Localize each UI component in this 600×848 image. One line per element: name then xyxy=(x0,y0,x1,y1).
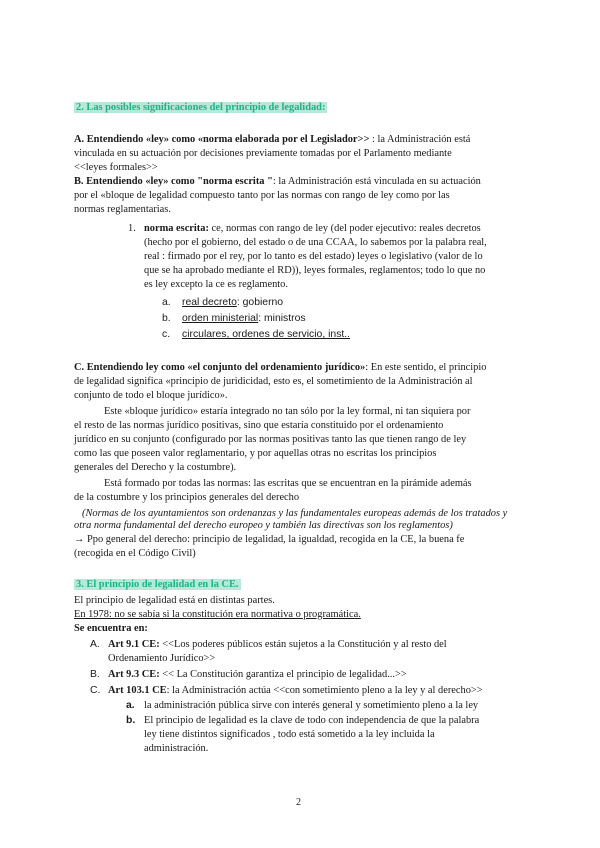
paragraph-line: de la costumbre y los principios generales del derecho xyxy=(74,492,300,503)
section-2-heading: 2. Las posibles significaciones del principio de legalidad: xyxy=(76,102,326,113)
sub-item: El principio de legalidad es la clave de todo con independencia de que la palabra xyxy=(144,715,480,726)
paragraph-line: Está formado por todas las normas: las escritas que se encuentran en la pirámide además xyxy=(104,478,472,489)
list-marker: 1. xyxy=(128,223,136,234)
sub-marker: c. xyxy=(162,329,171,340)
list-item-line: que se ha aprobado mediante el RD)), leyes formales, reglamentos; todo lo que no xyxy=(144,265,486,276)
section-3-line: En 1978: no se sabía si la constitución era normativa o programática. xyxy=(74,609,361,620)
sub-item: la administración pública sirve con interés general y sometimiento pleno a la ley xyxy=(144,700,479,711)
point-b: B. Entendiendo «ley» como "norma escrita ": la Administración está vinculada en su actuación xyxy=(74,176,481,187)
paragraph-line: jurídico en su conjunto (configurado por las normas positivas tanto las que tienen rango de ley xyxy=(74,434,467,445)
point-c-line: de legalidad significa «principio de juridicidad, esto es, el sometimiento de la Administración al xyxy=(74,376,473,387)
point-b-line: normas reglamentarias. xyxy=(74,204,171,215)
list-item: Art 103.1 CE: la Administración actúa <<con sometimiento pleno a la ley y al derecho>> xyxy=(108,685,483,696)
list-item: Art 9.1 CE: <<Los poderes públicos están sujetos a la Constitución y al resto del xyxy=(108,639,447,650)
note-line: (Normas de los ayuntamientos son ordenanzas y las fundamentales europeas además de los tratados y xyxy=(82,508,508,519)
paragraph-line: generales del Derecho y la costumbre). xyxy=(74,462,237,473)
paragraph-line: Este «bloque jurídico» estaría integrado no tan sólo por la ley formal, ni tan siquiera por xyxy=(104,406,471,417)
sub-item: circulares, ordenes de servicio, inst.. xyxy=(182,329,351,340)
point-a-line: <<leyes formales>> xyxy=(74,162,158,173)
sub-item: orden ministerial: ministros xyxy=(182,313,306,324)
arrow-line: → Ppo general del derecho: principio de legalidad, la igualdad, recogida en la CE, la buena fe xyxy=(74,534,465,545)
point-a-line: vinculada en su actuación por decisiones previamente tomadas por el Parlamento mediante xyxy=(74,148,452,159)
paragraph-line: el resto de las normas jurídico positivas, sino que estaría constituido por el ordenamiento xyxy=(74,420,444,431)
note-line: otra norma fundamental del derecho europeo y también las directivas son los reglamentos) xyxy=(74,520,453,531)
point-c: C. Entendiendo ley como «el conjunto del ordenamiento jurídico»: En este sentido, el principio xyxy=(74,362,487,373)
sub-marker: a. xyxy=(126,700,135,711)
list-marker: C. xyxy=(90,685,101,696)
list-item-line: es ley excepto la ce es reglamento. xyxy=(144,279,288,290)
point-c-line: conjunto de todo el bloque jurídico». xyxy=(74,390,228,401)
list-marker: A. xyxy=(90,639,100,650)
page-number: 2 xyxy=(296,797,301,808)
arrow-line: (recogida en el Código Civil) xyxy=(74,548,196,559)
sub-item-line: administración. xyxy=(144,743,209,754)
sub-item: real decreto: gobierno xyxy=(182,297,284,308)
list-item: Art 9.3 CE: << La Constitución garantiza el principio de legalidad...>> xyxy=(108,669,407,680)
sub-marker: a. xyxy=(162,297,171,308)
section-3-line: Se encuentra en: xyxy=(74,623,148,634)
section-3-heading: 3. El principio de legalidad en la CE. xyxy=(76,579,239,590)
section-3-line: El principio de legalidad está en distintas partes. xyxy=(74,595,275,606)
list-item: norma escrita: ce, normas con rango de ley (del poder ejecutivo: reales decretos xyxy=(144,223,481,234)
point-a: A. Entendiendo «ley» como «norma elaborada por el Legislador>> : la Administración está xyxy=(74,134,471,145)
list-marker: B. xyxy=(90,669,100,680)
sub-marker: b. xyxy=(162,313,171,324)
list-item-line: real : firmado por el rey, por lo tanto es del estado) leyes o legislativo (valor de lo xyxy=(144,251,483,262)
list-item-line: Ordenamiento Jurídico>> xyxy=(108,653,216,664)
list-item-line: (hecho por el gobierno, del estado o de una CCAA, lo sabemos por la palabra real, xyxy=(144,237,487,248)
sub-marker: b. xyxy=(126,715,136,726)
point-b-line: por el «bloque de legalidad compuesto tanto por las normas con rango de ley como por las xyxy=(74,190,450,201)
paragraph-line: como las que poseen valor reglamentario, y por aquellas otras no escritas los principios xyxy=(74,448,437,459)
sub-item-line: ley tiene distintos significados , todo está sometido a la ley incluida la xyxy=(144,729,435,740)
